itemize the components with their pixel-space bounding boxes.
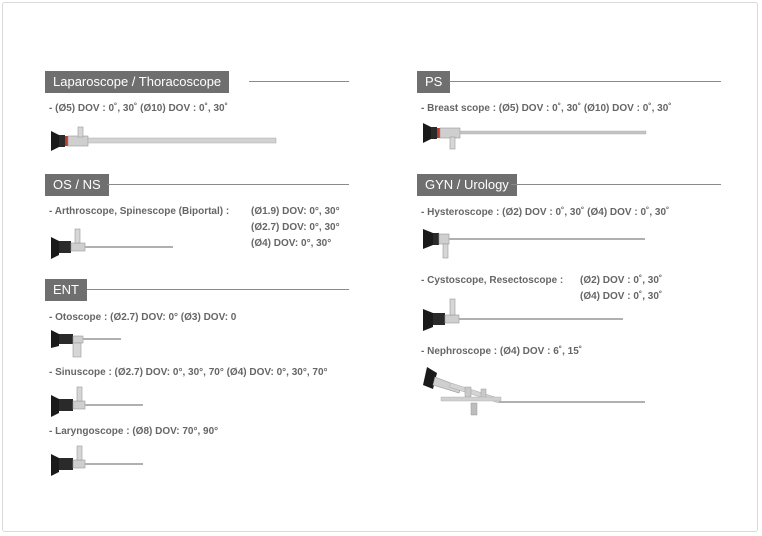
laryngoscope-icon [49,442,149,478]
catalog-page [2,2,758,532]
arthroscope-specs [251,204,340,252]
sinuscope-icon [49,383,149,419]
otoscope-icon [49,328,129,360]
hysteroscope-icon [421,225,651,261]
nephroscope-icon [421,365,653,417]
section-rule [249,81,349,82]
section-header-ent [45,279,349,301]
arthroscope-name: - Arthroscope, Spinescope (Biportal) : [49,206,230,217]
spec-line: (Ø2) DOV : 0˚, 30˚ [580,275,663,286]
breast-scope-spec: - Breast scope : (Ø5) DOV : 0˚, 30˚ (Ø10) DOV : 0˚, 30˚ [421,103,672,114]
spec-line: (Ø2.7) DOV: 0°, 30° [251,222,340,233]
laryngoscope-spec: - Laryngoscope : (Ø8) DOV: 70°, 90° [49,426,219,437]
hysteroscope-spec: - Hysteroscope : (Ø2) DOV : 0˚, 30˚ (Ø4) DOV : 0˚, 30˚ [421,207,670,218]
nephroscope-spec: - Nephroscope : (Ø4) DOV : 6˚, 15˚ [421,346,583,357]
cystoscope-name: - Cystoscope, Resectoscope : [421,275,564,286]
section-header-ps [417,71,721,93]
section-title: PS [417,71,450,93]
section-title: ENT [45,279,87,301]
section-header-os-ns [45,174,349,196]
section-rule [87,289,349,290]
section-header-laparoscope [45,71,349,93]
section-title: GYN / Urology [417,174,517,196]
section-title: Laparoscope / Thoracoscope [45,71,229,93]
cystoscope-icon [421,297,631,333]
laparoscope-spec: - (Ø5) DOV : 0˚, 30˚ (Ø10) DOV : 0˚, 30˚ [49,103,228,114]
section-rule [107,184,349,185]
otoscope-spec: - Otoscope : (Ø2.7) DOV: 0° (Ø3) DOV: 0 [49,312,237,323]
section-rule [511,184,721,185]
section-header-gyn-urology [417,174,721,196]
sinuscope-spec: - Sinuscope : (Ø2.7) DOV: 0°, 30°, 70° (Ø4) DOV: 0°, 30°, 70° [49,367,328,378]
laparoscope-icon [49,123,281,157]
section-title: OS / NS [45,174,109,196]
spec-line: (Ø1.9) DOV: 0°, 30° [251,206,340,217]
spec-line: (Ø4) DOV: 0°, 30° [251,238,332,249]
arthroscope-icon [49,227,179,261]
section-rule [449,81,721,82]
breast-scope-icon [421,119,653,153]
spec-line: (Ø4) DOV : 0˚, 30˚ [580,291,663,302]
